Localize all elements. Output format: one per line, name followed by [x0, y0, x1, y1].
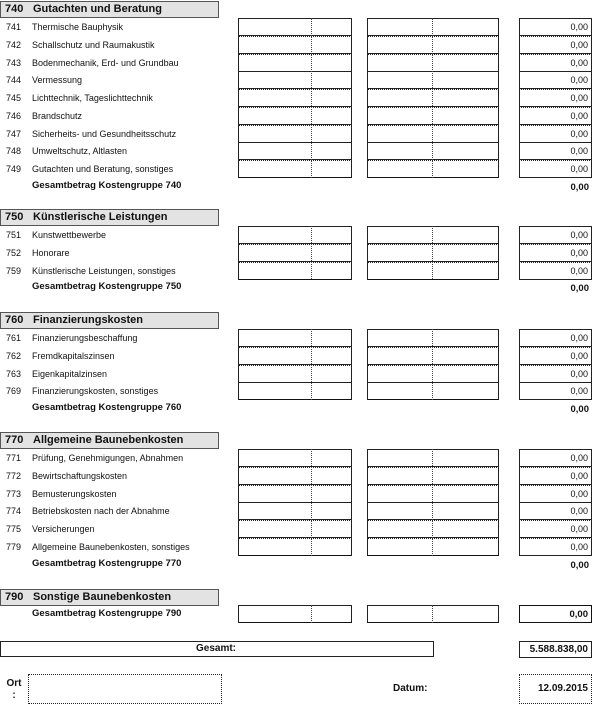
- item-amount[interactable]: 0,00: [519, 160, 592, 178]
- unit-price-cell[interactable]: [367, 244, 499, 262]
- quantity-cell[interactable]: [238, 36, 352, 54]
- group-header: [0, 1, 219, 18]
- column-divider: [311, 226, 312, 279]
- group-header: [0, 589, 219, 606]
- quantity-cell[interactable]: [238, 125, 352, 143]
- item-label: Honorare: [32, 247, 70, 258]
- group-total-amount: 0,00: [519, 605, 592, 623]
- group-title: Allgemeine Baunebenkosten: [33, 434, 184, 446]
- item-code: 749: [6, 164, 22, 174]
- item-code: 741: [6, 22, 22, 32]
- quantity-cell[interactable]: [238, 605, 352, 623]
- item-code: 774: [6, 506, 22, 517]
- item-label: Finanzierungsbeschaffung: [32, 333, 138, 343]
- quantity-cell[interactable]: [238, 142, 352, 160]
- group-code: 740: [5, 3, 24, 15]
- item-label: Bewirtschaftungskosten: [32, 470, 128, 481]
- item-code: 751: [6, 230, 22, 240]
- quantity-cell[interactable]: [238, 262, 352, 280]
- quantity-cell[interactable]: [238, 449, 352, 467]
- quantity-cell[interactable]: [238, 160, 352, 178]
- unit-price-cell[interactable]: [367, 142, 499, 160]
- item-amount[interactable]: 0,00: [519, 125, 592, 143]
- unit-price-cell[interactable]: [367, 605, 499, 623]
- item-amount[interactable]: 0,00: [519, 54, 592, 72]
- item-code: 773: [6, 488, 22, 499]
- item-code: 759: [6, 265, 22, 276]
- unit-price-cell[interactable]: [367, 449, 499, 467]
- quantity-cell[interactable]: [238, 347, 352, 365]
- unit-price-cell[interactable]: [367, 160, 499, 178]
- unit-price-cell[interactable]: [367, 502, 499, 520]
- quantity-cell[interactable]: [238, 18, 352, 36]
- item-label: Brandschutz: [32, 110, 83, 121]
- item-code: 772: [6, 470, 22, 481]
- unit-price-cell[interactable]: [367, 18, 499, 36]
- datum-field[interactable]: [519, 674, 592, 704]
- item-amount[interactable]: 0,00: [519, 244, 592, 262]
- item-amount[interactable]: 0,00: [519, 142, 592, 160]
- item-code: 747: [6, 128, 22, 139]
- unit-price-cell[interactable]: [367, 54, 499, 72]
- item-label: Allgemeine Baunebenkosten, sonstiges: [32, 541, 190, 552]
- item-amount[interactable]: 0,00: [519, 485, 592, 503]
- unit-price-cell[interactable]: [367, 382, 499, 400]
- item-code: 745: [6, 93, 22, 103]
- item-code: 771: [6, 453, 22, 463]
- quantity-cell[interactable]: [238, 502, 352, 520]
- item-label: Prüfung, Genehmigungen, Abnahmen: [32, 453, 184, 463]
- item-label: Eigenkapitalzinsen: [32, 368, 108, 379]
- item-label: Lichttechnik, Tageslichttechnik: [32, 93, 153, 103]
- quantity-cell[interactable]: [238, 467, 352, 485]
- unit-price-cell[interactable]: [367, 485, 499, 503]
- quantity-cell[interactable]: [238, 244, 352, 262]
- unit-price-cell[interactable]: [367, 538, 499, 556]
- item-label: Sicherheits- und Gesundheitsschutz: [32, 128, 177, 139]
- item-label: Versicherungen: [32, 524, 95, 534]
- item-amount[interactable]: 0,00: [519, 467, 592, 485]
- item-label: Vermessung: [32, 75, 83, 86]
- unit-price-cell[interactable]: [367, 467, 499, 485]
- item-code: 763: [6, 368, 22, 379]
- group-header: [0, 312, 219, 329]
- unit-price-cell[interactable]: [367, 107, 499, 125]
- column-divider: [432, 329, 433, 400]
- item-label: Finanzierungskosten, sonstiges: [32, 386, 159, 397]
- item-code: 769: [6, 386, 22, 397]
- quantity-cell[interactable]: [238, 382, 352, 400]
- unit-price-cell[interactable]: [367, 71, 499, 89]
- quantity-cell[interactable]: [238, 89, 352, 107]
- item-label: Kunstwettbewerbe: [32, 230, 107, 240]
- quantity-cell[interactable]: [238, 538, 352, 556]
- unit-price-cell[interactable]: [367, 365, 499, 383]
- unit-price-cell[interactable]: [367, 36, 499, 54]
- quantity-cell[interactable]: [238, 54, 352, 72]
- summary-amount: 5.588.838,00: [529, 644, 588, 655]
- item-amount[interactable]: 0,00: [519, 89, 592, 107]
- unit-price-cell[interactable]: [367, 125, 499, 143]
- group-header: [0, 209, 219, 226]
- item-amount[interactable]: 0,00: [519, 538, 592, 556]
- group-code: 760: [5, 314, 24, 326]
- quantity-cell[interactable]: [238, 365, 352, 383]
- group-total-label: Gesamtbetrag Kostengruppe 790: [32, 608, 182, 619]
- quantity-cell[interactable]: [238, 71, 352, 89]
- group-total-label: Gesamtbetrag Kostengruppe 770: [32, 557, 182, 569]
- group-total-amount: 0,00: [570, 283, 589, 295]
- ort-field[interactable]: [28, 674, 222, 704]
- item-code: 752: [6, 247, 22, 258]
- item-label: Umweltschutz, Altlasten: [32, 146, 128, 157]
- column-divider: [311, 605, 312, 623]
- item-code: 761: [6, 333, 22, 343]
- group-total-amount: 0,00: [570, 181, 589, 193]
- item-amount[interactable]: 0,00: [519, 329, 592, 347]
- unit-price-cell[interactable]: [367, 329, 499, 347]
- item-amount[interactable]: 0,00: [519, 18, 592, 36]
- item-label: Fremdkapitalszinsen: [32, 350, 115, 361]
- column-divider: [432, 449, 433, 556]
- item-amount[interactable]: 0,00: [519, 347, 592, 365]
- group-title: Sonstige Baunebenkosten: [33, 591, 172, 603]
- item-label: Schallschutz und Raumakustik: [32, 39, 155, 50]
- item-amount[interactable]: 0,00: [519, 71, 592, 89]
- quantity-cell[interactable]: [238, 226, 352, 244]
- item-amount[interactable]: 0,00: [519, 449, 592, 467]
- item-label: Künstlerische Leistungen, sonstiges: [32, 265, 176, 276]
- group-total-amount: 0,00: [570, 559, 589, 571]
- item-amount[interactable]: 0,00: [519, 382, 592, 400]
- item-code: 746: [6, 110, 22, 121]
- unit-price-cell[interactable]: [367, 347, 499, 365]
- item-label: Gutachten und Beratung, sonstiges: [32, 164, 174, 174]
- summary-amount-field[interactable]: [519, 641, 592, 658]
- item-code: 779: [6, 541, 22, 552]
- item-code: 744: [6, 75, 22, 86]
- group-code: 750: [5, 211, 24, 223]
- group-total-label: Gesamtbetrag Kostengruppe 760: [32, 402, 182, 413]
- quantity-cell[interactable]: [238, 107, 352, 125]
- column-divider: [311, 329, 312, 400]
- summary-label: Gesamt:: [196, 643, 237, 654]
- column-divider: [432, 226, 433, 279]
- group-total-label: Gesamtbetrag Kostengruppe 750: [32, 281, 182, 293]
- column-divider: [432, 18, 433, 178]
- quantity-cell[interactable]: [238, 485, 352, 503]
- group-code: 790: [5, 591, 24, 603]
- column-divider: [432, 605, 433, 623]
- item-code: 743: [6, 57, 22, 68]
- item-code: 748: [6, 146, 22, 157]
- datum-value: 12.09.2015: [537, 683, 588, 694]
- quantity-cell[interactable]: [238, 329, 352, 347]
- item-label: Thermische Bauphysik: [32, 22, 124, 32]
- unit-price-cell[interactable]: [367, 262, 499, 280]
- column-divider: [311, 18, 312, 178]
- datum-label: Datum:: [393, 683, 428, 694]
- item-amount[interactable]: 0,00: [519, 226, 592, 244]
- quantity-cell[interactable]: [238, 520, 352, 538]
- item-amount[interactable]: 0,00: [519, 262, 592, 280]
- item-amount[interactable]: 0,00: [519, 36, 592, 54]
- unit-price-cell[interactable]: [367, 89, 499, 107]
- group-code: 770: [5, 434, 24, 446]
- item-label: Bemusterungskosten: [32, 488, 117, 499]
- group-title: Künstlerische Leistungen: [33, 211, 168, 223]
- group-header: [0, 432, 219, 449]
- item-label: Betriebskosten nach der Abnahme: [32, 506, 170, 517]
- unit-price-cell[interactable]: [367, 520, 499, 538]
- item-code: 742: [6, 39, 22, 50]
- column-divider: [311, 449, 312, 556]
- item-code: 762: [6, 350, 22, 361]
- ort-label: Ort :: [6, 678, 22, 701]
- item-amount[interactable]: 0,00: [519, 520, 592, 538]
- item-amount[interactable]: 0,00: [519, 365, 592, 383]
- summary-label-box: [0, 641, 434, 657]
- group-title: Finanzierungskosten: [33, 314, 144, 326]
- group-total-label: Gesamtbetrag Kostengruppe 740: [32, 179, 182, 191]
- item-label: Bodenmechanik, Erd- und Grundbau: [32, 57, 179, 68]
- item-amount[interactable]: 0,00: [519, 502, 592, 520]
- group-title: Gutachten und Beratung: [33, 3, 162, 15]
- item-amount[interactable]: 0,00: [519, 107, 592, 125]
- item-code: 775: [6, 524, 22, 534]
- group-total-amount: 0,00: [570, 404, 589, 415]
- unit-price-cell[interactable]: [367, 226, 499, 244]
